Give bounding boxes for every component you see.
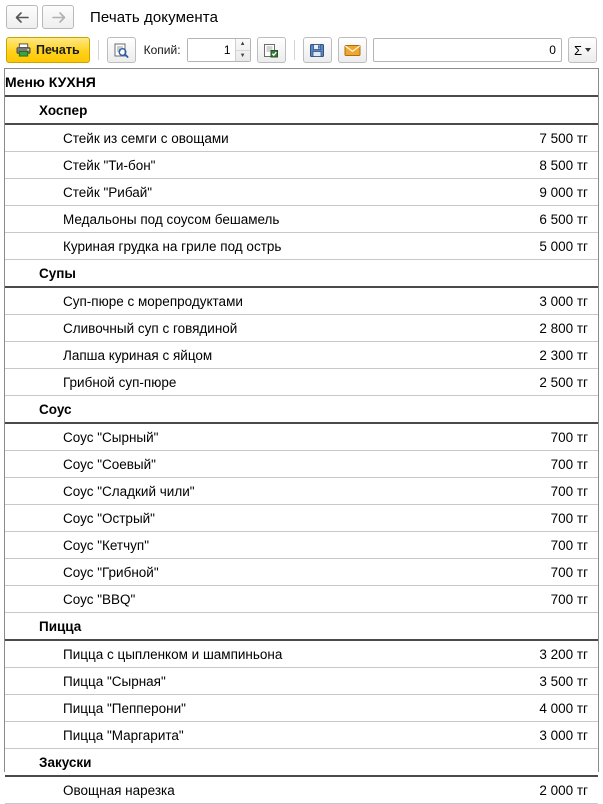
row-tail — [588, 396, 598, 424]
printer-icon — [16, 43, 31, 57]
cell-price: 700 тг — [297, 532, 589, 559]
cell-price: 700 тг — [297, 478, 589, 505]
row-tail — [588, 749, 598, 777]
sum-button[interactable] — [568, 37, 597, 63]
cell-name: Закуски — [5, 749, 297, 777]
arrow-left-icon — [15, 12, 30, 23]
table-row[interactable] — [5, 532, 598, 559]
chevron-down-icon — [585, 48, 591, 52]
row-tail — [588, 369, 598, 396]
table-row-group[interactable] — [5, 96, 598, 124]
cell-name: Соус "Сладкий чили" — [5, 478, 297, 505]
row-tail — [588, 423, 598, 451]
table-row[interactable] — [5, 152, 598, 179]
print-preview-sheet[interactable] — [4, 68, 599, 798]
cell-price: 2 300 тг — [297, 342, 589, 369]
cell-price: 9 000 тг — [297, 179, 589, 206]
row-tail — [588, 586, 598, 613]
table-row[interactable] — [5, 695, 598, 722]
cell-price: 8 500 тг — [297, 152, 589, 179]
row-tail — [588, 206, 598, 233]
cell-name: Овощная нарезка — [5, 776, 297, 804]
row-tail — [588, 613, 598, 641]
cell-name: Лапша куриная с яйцом — [5, 342, 297, 369]
table-row[interactable] — [5, 206, 598, 233]
table-row[interactable] — [5, 369, 598, 396]
print-preview-button[interactable] — [107, 37, 136, 63]
table-row[interactable] — [5, 559, 598, 586]
table-row[interactable] — [5, 315, 598, 342]
row-tail — [588, 722, 598, 749]
row-tail — [588, 668, 598, 695]
row-tail — [588, 152, 598, 179]
table-row-header — [5, 69, 598, 96]
print-button[interactable] — [6, 37, 90, 63]
table-row-group[interactable] — [5, 260, 598, 288]
cell-price — [297, 613, 589, 641]
cell-name: Соус — [5, 396, 297, 424]
copies-spin-arrows[interactable] — [235, 39, 250, 61]
toolbar-separator — [98, 40, 99, 60]
cell-name: Супы — [5, 260, 297, 288]
cell-name: Соус "Грибной" — [5, 559, 297, 586]
copies-label: Копий: — [143, 43, 181, 57]
print-toolbar — [0, 34, 603, 66]
cell-price: 2 500 тг — [297, 369, 589, 396]
send-mail-button[interactable] — [338, 37, 367, 63]
cell-name: Хоспер — [5, 96, 297, 124]
cell-name: Соус "Острый" — [5, 505, 297, 532]
toolbar-separator-2 — [294, 40, 295, 60]
cell-name: Соус "Соевый" — [5, 451, 297, 478]
back-button[interactable] — [6, 5, 38, 29]
table-row[interactable] — [5, 722, 598, 749]
cell-name: Пицца — [5, 613, 297, 641]
cell-price: 3 000 тг — [297, 287, 589, 315]
table-row[interactable] — [5, 233, 598, 260]
cell-price: 3 000 тг — [297, 722, 589, 749]
page-setup-icon — [263, 43, 279, 58]
cell-name: Пицца "Пепперони" — [5, 695, 297, 722]
row-tail — [588, 451, 598, 478]
menu-table-body — [5, 69, 598, 804]
cell-name: Пицца "Маргарита" — [5, 722, 297, 749]
copies-stepper[interactable] — [187, 38, 251, 62]
row-tail — [588, 96, 598, 124]
cell-price: 700 тг — [297, 451, 589, 478]
cell-price: 3 500 тг — [297, 668, 589, 695]
table-row[interactable] — [5, 451, 598, 478]
table-row[interactable] — [5, 287, 598, 315]
cell-price: 4 000 тг — [297, 695, 589, 722]
cell-price: 700 тг — [297, 423, 589, 451]
cell-price: 3 200 тг — [297, 640, 589, 668]
copies-input[interactable]: 1 — [188, 39, 235, 61]
sigma-icon: Σ — [573, 42, 582, 58]
row-tail — [588, 233, 598, 260]
cell-name: Стейк "Рибай" — [5, 179, 297, 206]
row-tail — [588, 505, 598, 532]
cell-name: Соус "Кетчуп" — [5, 532, 297, 559]
cell-price: 5 000 тг — [297, 233, 589, 260]
cell-price — [297, 96, 589, 124]
cell-price: 7 500 тг — [297, 124, 589, 152]
row-tail — [588, 532, 598, 559]
row-tail — [588, 478, 598, 505]
cell-price: 2 000 тг — [297, 776, 589, 804]
cell-name: Грибной суп-пюре — [5, 369, 297, 396]
table-row[interactable] — [5, 342, 598, 369]
cell-name: Соус "Сырный" — [5, 423, 297, 451]
cell-name: Медальоны под соусом бешамель — [5, 206, 297, 233]
arrow-right-icon — [51, 12, 66, 23]
forward-button[interactable] — [42, 5, 74, 29]
row-tail — [588, 342, 598, 369]
cell-name: Суп-пюре с морепродуктами — [5, 287, 297, 315]
cell-price: 700 тг — [297, 559, 589, 586]
table-row[interactable] — [5, 423, 598, 451]
navigation-buttons — [6, 5, 74, 29]
cell-price — [297, 396, 589, 424]
cell-price — [297, 749, 589, 777]
table-row-group[interactable] — [5, 396, 598, 424]
table-row[interactable] — [5, 124, 598, 152]
copies-increment-button[interactable]: ▲ — [236, 39, 250, 51]
table-row-group[interactable] — [5, 749, 598, 777]
page-title: Печать документа — [90, 8, 219, 26]
cell-price: 6 500 тг — [297, 206, 589, 233]
row-tail — [588, 315, 598, 342]
table-row[interactable] — [5, 776, 598, 804]
cell-name: Стейк "Ти-бон" — [5, 152, 297, 179]
table-row[interactable] — [5, 179, 598, 206]
save-disk-icon — [309, 43, 325, 58]
envelope-icon — [344, 44, 361, 57]
cell-name: Стейк из семги с овощами — [5, 124, 297, 152]
cell-name: Куриная грудка на гриле под острь — [5, 233, 297, 260]
table-row[interactable] — [5, 586, 598, 613]
cell-price: 2 800 тг — [297, 315, 589, 342]
row-tail — [588, 640, 598, 668]
cell-name: Соус "BBQ" — [5, 586, 297, 613]
row-tail — [588, 179, 598, 206]
cell-price: 700 тг — [297, 505, 589, 532]
row-tail — [588, 559, 598, 586]
row-tail — [588, 776, 598, 804]
table-row[interactable] — [5, 640, 598, 668]
cell-name: Пицца с цыпленком и шампиньона — [5, 640, 297, 668]
window-titlebar — [0, 0, 603, 34]
print-button-label: Печать — [36, 43, 80, 57]
page-setup-button[interactable] — [257, 37, 286, 63]
menu-header: Меню КУХНЯ — [5, 69, 588, 96]
table-row-group[interactable] — [5, 613, 598, 641]
cell-price: 700 тг — [297, 586, 589, 613]
table-row[interactable] — [5, 478, 598, 505]
save-button[interactable] — [303, 37, 332, 63]
cell-name: Сливочный суп с говядиной — [5, 315, 297, 342]
row-tail — [588, 287, 598, 315]
menu-table — [5, 69, 598, 804]
print-preview-icon — [113, 43, 129, 58]
table-row[interactable] — [5, 505, 598, 532]
row-tail — [588, 695, 598, 722]
cell-price — [297, 260, 589, 288]
table-row[interactable] — [5, 668, 598, 695]
copies-decrement-button[interactable]: ▼ — [239, 52, 246, 59]
cell-name: Пицца "Сырная" — [5, 668, 297, 695]
row-tail — [588, 124, 598, 152]
total-field[interactable]: 0 — [373, 38, 562, 62]
row-tail — [588, 69, 598, 96]
row-tail — [588, 260, 598, 288]
